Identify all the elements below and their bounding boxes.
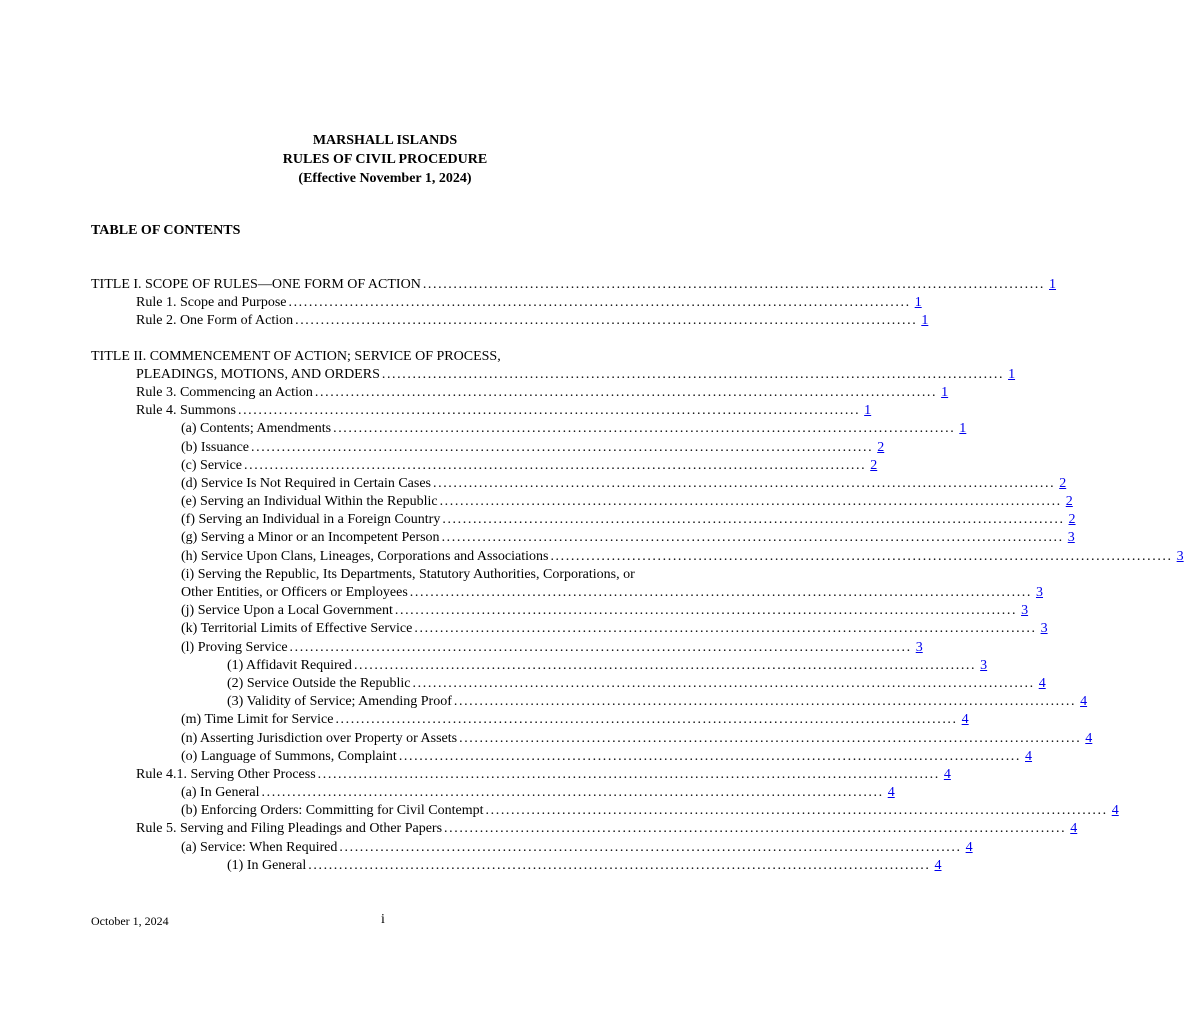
toc-entry-title: (a) Contents; Amendments <box>181 421 332 437</box>
toc-page-link[interactable]: 4 <box>1085 730 1093 746</box>
toc-entry-title: PLEADINGS, MOTIONS, AND ORDERS <box>136 366 380 382</box>
toc-entry-title: TITLE II. COMMENCEMENT OF ACTION; SERVICE OF PROCESS, <box>91 348 501 364</box>
toc-page-link[interactable]: 3 <box>1176 548 1184 564</box>
toc-entry[interactable] <box>91 820 1078 838</box>
toc-dot-leader: .......................................................................................................................... <box>398 748 1022 764</box>
toc-page-link[interactable]: 3 <box>915 639 923 655</box>
toc-entry-title: (l) Proving Service <box>181 639 288 655</box>
toc-entry-title: Rule 2. One Form of Action <box>136 313 294 329</box>
toc-page-link[interactable]: 2 <box>1065 494 1073 510</box>
toc-entry-title: (1) In General <box>227 857 307 873</box>
toc-dot-leader: .......................................................................................................................... <box>441 530 1064 546</box>
toc-page-link[interactable]: 1 <box>921 313 929 329</box>
toc-entry[interactable] <box>91 294 922 312</box>
toc-dot-leader: .......................................................................................................................... <box>414 621 1037 637</box>
toc-entry[interactable] <box>91 312 929 330</box>
toc-entry[interactable] <box>91 675 1046 693</box>
toc-dot-leader: .......................................................................................................................... <box>333 421 956 437</box>
toc-page-link[interactable]: 3 <box>1036 585 1043 600</box>
toc-dot-leader: .......................................................................................................................... <box>485 803 1108 819</box>
toc-page-link[interactable]: 4 <box>961 712 969 728</box>
toc-entry-title: (a) In General <box>181 785 260 801</box>
toc-entry[interactable] <box>91 493 1073 511</box>
toc-entry[interactable] <box>91 584 1043 602</box>
toc-dot-leader: .......................................................................................................................... <box>353 657 977 673</box>
toc-dot-leader: .......................................................................................................................... <box>314 384 938 400</box>
toc-entry[interactable] <box>91 439 885 457</box>
toc-entry-title: (i) Serving the Republic, Its Departments, Statutory Authorities, Corporations, or <box>181 566 635 582</box>
toc-entry-title: (1) Affidavit Required <box>227 657 352 673</box>
toc-entry[interactable] <box>91 730 1093 748</box>
toc-entry[interactable] <box>91 639 923 657</box>
footer-date: October 1, 2024 <box>91 914 169 928</box>
header-title: RULES OF CIVIL PROCEDURE <box>282 152 488 167</box>
toc-entry[interactable] <box>91 839 973 857</box>
toc-dot-leader: .......................................................................................................................... <box>412 675 1035 691</box>
toc-entry[interactable] <box>91 384 949 402</box>
toc-dot-leader: .......................................................................................................................... <box>459 730 1082 746</box>
toc-entry-title: (2) Service Outside the Republic <box>227 675 411 691</box>
toc-dot-leader: .......................................................................................................................... <box>439 494 1062 510</box>
toc-entry[interactable] <box>91 276 1057 294</box>
toc-entry[interactable] <box>91 766 951 784</box>
toc-entry-title: Rule 3. Commencing an Action <box>136 384 313 400</box>
toc-entry-title: Other Entities, or Officers or Employees <box>181 585 408 600</box>
toc-dot-leader: .......................................................................................................................... <box>335 712 958 728</box>
toc-page-link[interactable]: 3 <box>1067 530 1075 546</box>
toc-dot-leader: .......................................................................................................................... <box>237 403 861 419</box>
footer-page-number: i <box>381 912 385 927</box>
toc-dot-leader: .......................................................................................................................... <box>394 603 1018 619</box>
toc-page-link[interactable]: 3 <box>1040 621 1048 637</box>
toc-dot-leader: .......................................................................................................................... <box>339 839 962 855</box>
toc-page-link[interactable]: 4 <box>1080 694 1088 710</box>
toc-page-link[interactable]: 2 <box>870 457 878 473</box>
toc-entry-title: Rule 4.1. Serving Other Process <box>136 766 316 782</box>
toc-entry-title: (3) Validity of Service; Amending Proof <box>227 694 452 710</box>
toc-entry-title: (e) Serving an Individual Within the Republic <box>181 494 438 510</box>
toc-dot-leader: .......................................................................................................................... <box>244 457 867 473</box>
toc-entry[interactable] <box>91 857 942 875</box>
toc-page-link[interactable]: 1 <box>959 421 967 437</box>
toc-entry-title: (f) Serving an Individual in a Foreign Country <box>181 512 441 528</box>
toc-entry[interactable] <box>91 475 1067 493</box>
toc-entry[interactable] <box>91 711 969 729</box>
toc-entry[interactable] <box>91 657 988 675</box>
toc-entry-title: Rule 4. Summons <box>136 403 236 419</box>
header-effective-date: (Effective November 1, 2024) <box>298 171 472 186</box>
toc-page-link[interactable]: 1 <box>1008 366 1016 382</box>
toc-dot-leader: .......................................................................................................................... <box>453 694 1077 710</box>
toc-page-link[interactable]: 4 <box>1025 748 1033 764</box>
toc-page-link[interactable]: 2 <box>1059 475 1067 491</box>
toc-entry[interactable] <box>91 548 1184 566</box>
document-header <box>0 131 770 188</box>
toc-entry-title: (c) Service <box>181 457 243 473</box>
toc-entry-title: (g) Serving a Minor or an Incompetent Person <box>181 530 440 546</box>
toc-entry-title: (b) Issuance <box>181 439 250 455</box>
toc-entry[interactable] <box>91 511 1076 529</box>
table-of-contents <box>91 276 1184 875</box>
toc-entry[interactable] <box>91 693 1088 711</box>
toc-page-link[interactable]: 1 <box>941 384 949 400</box>
toc-entry-title: TITLE I. SCOPE OF RULES—ONE FORM OF ACTION <box>91 277 421 292</box>
toc-entry-title: (n) Asserting Jurisdiction over Property or Assets <box>181 730 458 746</box>
toc-entry[interactable] <box>91 420 967 438</box>
toc-page-link[interactable]: 1 <box>864 403 872 419</box>
toc-page-link[interactable]: 4 <box>887 785 895 801</box>
toc-page-link[interactable]: 4 <box>934 857 942 873</box>
toc-dot-leader: .......................................................................................................................... <box>288 295 911 311</box>
toc-entry[interactable] <box>91 784 895 802</box>
toc-entry[interactable] <box>91 802 1119 820</box>
toc-entry[interactable] <box>91 402 872 420</box>
toc-entry-title: (d) Service Is Not Required in Certain Cases <box>181 475 431 491</box>
toc-entry-title: (m) Time Limit for Service <box>181 712 334 728</box>
toc-entry-title: (a) Service: When Required <box>181 839 338 855</box>
toc-page-link[interactable]: 1 <box>914 295 922 311</box>
toc-dot-leader: .......................................................................................................................... <box>550 548 1173 564</box>
toc-dot-leader: .......................................................................................................................... <box>433 475 1056 491</box>
toc-dot-leader: .......................................................................................................................... <box>444 821 1067 837</box>
toc-dot-leader: .......................................................................................................................... <box>289 639 912 655</box>
toc-entry <box>91 566 682 584</box>
toc-dot-leader: .......................................................................................................................... <box>317 766 940 782</box>
toc-page-link[interactable]: 2 <box>877 439 885 455</box>
toc-entry[interactable] <box>91 602 1029 620</box>
toc-entry[interactable] <box>91 748 1033 766</box>
toc-entry-title: Rule 5. Serving and Filing Pleadings and Other Papers <box>136 821 443 837</box>
toc-entry-title: (j) Service Upon a Local Government <box>181 603 393 619</box>
toc-dot-leader: .......................................................................................................................... <box>261 785 884 801</box>
toc-entry[interactable] <box>91 620 1048 638</box>
toc-page-link[interactable]: 3 <box>980 657 988 673</box>
toc-page-link[interactable]: 4 <box>1038 675 1046 691</box>
toc-page-link[interactable]: 1 <box>1049 277 1057 292</box>
toc-entry-title: Rule 1. Scope and Purpose <box>136 295 287 311</box>
toc-entry-title: (h) Service Upon Clans, Lineages, Corporations and Associations <box>181 548 549 564</box>
toc-dot-leader: .......................................................................................................................... <box>442 512 1065 528</box>
toc-entry-title: (k) Territorial Limits of Effective Service <box>181 621 413 637</box>
toc-page-link[interactable]: 4 <box>1111 803 1119 819</box>
toc-heading: TABLE OF CONTENTS <box>91 223 241 238</box>
toc-page-link[interactable]: 4 <box>1070 821 1078 837</box>
toc-dot-leader: .......................................................................................................................... <box>308 857 931 873</box>
toc-entry <box>91 348 682 366</box>
toc-entry-title: (b) Enforcing Orders: Committing for Civil Contempt <box>181 803 484 819</box>
toc-entry-title: (o) Language of Summons, Complaint <box>181 748 397 764</box>
toc-page-link[interactable]: 3 <box>1021 603 1029 619</box>
toc-entry[interactable] <box>91 529 1075 547</box>
toc-dot-leader: .......................................................................................................................... <box>422 277 1046 292</box>
toc-page-link[interactable]: 2 <box>1068 512 1076 528</box>
toc-dot-leader: .......................................................................................................................... <box>295 313 918 329</box>
header-country: MARSHALL ISLANDS <box>312 133 458 148</box>
toc-entry[interactable] <box>91 457 878 475</box>
toc-entry[interactable] <box>91 366 1016 384</box>
toc-page-link[interactable]: 4 <box>943 766 951 782</box>
toc-page-link[interactable]: 4 <box>965 839 973 855</box>
toc-dot-leader: .......................................................................................................................... <box>409 585 1032 600</box>
toc-dot-leader: .......................................................................................................................... <box>381 366 1005 382</box>
toc-dot-leader: .......................................................................................................................... <box>251 439 874 455</box>
